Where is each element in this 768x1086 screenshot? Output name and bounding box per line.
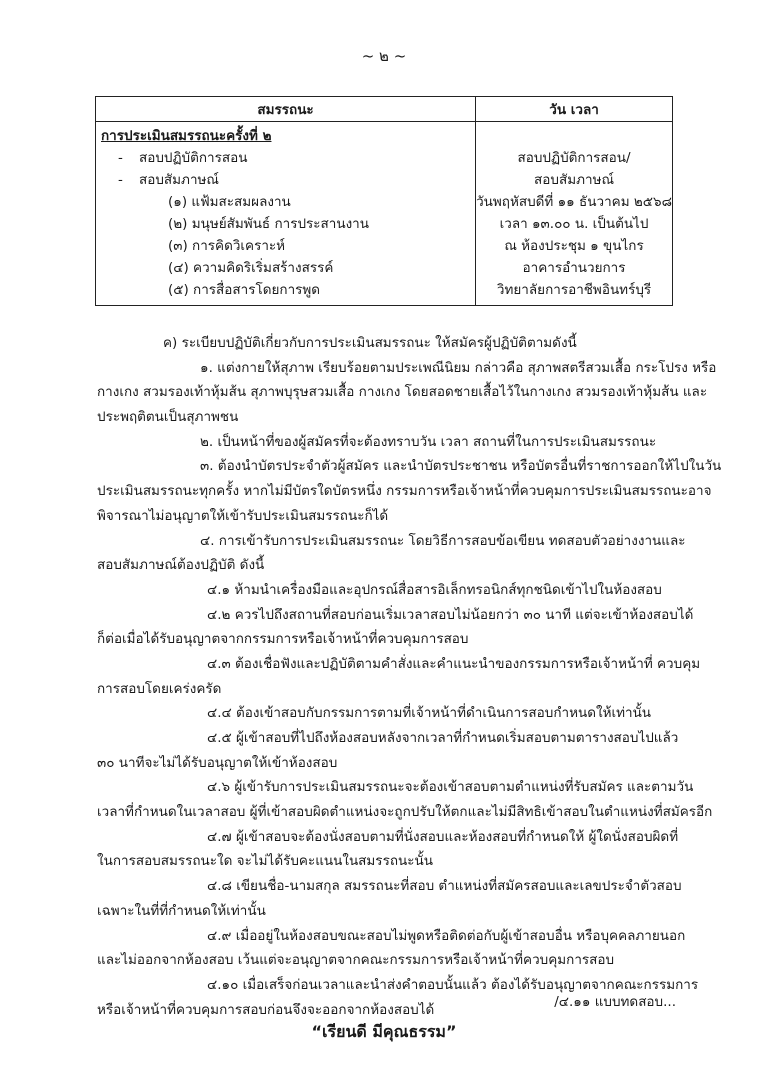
schedule-date: วันพฤหัสบดีที่ ๑๑ ธันวาคม ๒๕๖๘ bbox=[476, 194, 672, 210]
regulations-body bbox=[97, 331, 722, 1022]
rule-line: เฉพาะในที่ที่กำหนดให้เท่านั้น bbox=[97, 902, 266, 919]
schedule-table bbox=[95, 96, 673, 306]
section-title: การประเมินสมรรถนะครั้งที่ ๒ bbox=[101, 128, 272, 144]
paragraph-line: พิจารณาไม่อนุญาตให้เข้ารับประเมินสมรรถนะก็ได้ bbox=[97, 507, 389, 524]
competency-cell bbox=[96, 122, 476, 306]
list-item-label: สอบปฏิบัติการสอน bbox=[139, 150, 248, 166]
paragraph-line: สอบสัมภาษณ์ต้องปฏิบัติ ดังนี้ bbox=[97, 557, 265, 574]
header-date-time: วัน เวลา bbox=[476, 97, 673, 122]
dash-bullet: - bbox=[118, 172, 123, 188]
college-motto: “เรียนดี มีคุณธรรม” bbox=[311, 1022, 457, 1041]
regulations-heading: ค) ระเบียบปฏิบัติเกี่ยวกับการประเมินสมรรถนะ ให้สมัครผู้ปฏิบัติตามดังนี้ bbox=[163, 335, 577, 351]
page-number: ~ ๒ ~ bbox=[361, 47, 407, 65]
rule-line: ก็ต่อเมื่อได้รับอนุญาตจากกรรมการหรือเจ้าหน้าที่ควบคุมการสอบ bbox=[97, 631, 469, 648]
schedule-line: สอบสัมภาษณ์ bbox=[534, 172, 615, 188]
rule-line: เวลาที่กำหนดในเวลาสอบ ผู้ที่เข้าสอบผิดตำแหน่งจะถูกปรับให้ตกและไม่มีสิทธิเข้าสอบในตำแหน่งที่สมัครอีก bbox=[97, 804, 713, 821]
header-competency: สมรรถนะ bbox=[96, 97, 476, 122]
rule-line: หรือเจ้าหน้าที่ควบคุมการสอบก่อนจึงจะออกจากห้องสอบได้ bbox=[97, 1001, 435, 1018]
table-row bbox=[96, 122, 673, 306]
rule-line: การสอบโดยเคร่งครัด bbox=[97, 680, 222, 697]
schedule-time: เวลา ๑๓.๐๐ น. เป็นต้นไป bbox=[499, 216, 649, 232]
rule-line: ๔.๓ ต้องเชื่อฟังและปฏิบัติตามคำสั่งและคำแนะนำของกรรมการหรือเจ้าหน้าที่ ควบคุม bbox=[207, 655, 701, 672]
list-item-label: สอบสัมภาษณ์ bbox=[139, 172, 219, 188]
rule-line: ๔.๘ เขียนชื่อ-นามสกุล สมรรถนะที่สอบ ตำแหน่งที่สมัครสอบและเลขประจำตัวสอบ bbox=[207, 878, 682, 895]
rule-line: ๓๐ นาทีจะไม่ได้รับอนุญาตให้เข้าห้องสอบ bbox=[97, 754, 338, 771]
sub-item-creativity: (๔) ความคิดริเริ่มสร้างสรรค์ bbox=[168, 260, 334, 276]
schedule-college: วิทยาลัยการอาชีพอินทร์บุรี bbox=[496, 282, 652, 298]
paragraph-line: ๔. การเข้ารับการประเมินสมรรถนะ โดยวิธีการสอบข้อเขียน ทดสอบตัวอย่างงานและ bbox=[200, 532, 686, 549]
paragraph-line: ๓. ต้องนำบัตรประจำตัวผู้สมัคร และนำบัตรประชาชน หรือบัตรอื่นที่ราชการออกให้ไปในวัน bbox=[200, 458, 722, 475]
paragraph-line: ๒. เป็นหน้าที่ของผู้สมัครที่จะต้องทราบวัน เวลา สถานที่ในการประเมินสมรรถนะ bbox=[200, 433, 657, 450]
rule-line: ๔.๗ ผู้เข้าสอบจะต้องนั่งสอบตามที่นั่งสอบและห้องสอบที่กำหนดให้ ผู้ใดนั่งสอบผิดที่ bbox=[207, 828, 679, 845]
rule-line: ๔.๒ ควรไปถึงสถานที่สอบก่อนเริ่มเวลาสอบไม่น้อยกว่า ๓๐ นาที แต่จะเข้าห้องสอบได้ bbox=[207, 606, 694, 623]
rule-line: ๔.๖ ผู้เข้ารับการประเมินสมรรถนะจะต้องเข้าสอบตามตำแหน่งที่รับสมัคร และตามวัน bbox=[207, 779, 694, 796]
rule-line: ๔.๙ เมื่ออยู่ในห้องสอบขณะสอบไม่พูดหรือติดต่อกับผู้เข้าสอบอื่น หรือบุคคลภายนอก bbox=[207, 927, 686, 944]
sub-item-portfolio: (๑) แฟ้มสะสมผลงาน bbox=[168, 194, 291, 210]
continuation-note: /๔.๑๑ แบบทดสอบ... bbox=[554, 994, 676, 1010]
schedule-room: ณ ห้องประชุม ๑ ขุนไกร bbox=[504, 238, 644, 254]
rule-line: ๔.๑๐ เมื่อเสร็จก่อนเวลาและนำส่งคำตอบนั้นแล้ว ต้องได้รับอนุญาตจากคณะกรรมการ bbox=[207, 976, 699, 993]
paragraph-line: ประเมินสมรรถนะทุกครั้ง หากไม่มีบัตรใดบัตรหนึ่ง กรรมการหรือเจ้าหน้าที่ควบคุมการประเมินสมรรถนะอาจ bbox=[97, 483, 712, 500]
paragraph-line: กางเกง สวมรองเท้าหุ้มส้น สุภาพบุรุษสวมเสื้อ กางเกง โดยสอดชายเสื้อไว้ในกางเกง สวมรองเท้าหุ้มส้น และ bbox=[97, 384, 708, 401]
paragraph-line: ๑. แต่งกายให้สุภาพ เรียบร้อยตามประเพณีนิยม กล่าวคือ สุภาพสตรีสวมเสื้อ กระโปรง หรือ bbox=[200, 359, 717, 376]
rule-line: ๔.๑ ห้ามนำเครื่องมือและอุปกรณ์สื่อสารอิเล็กทรอนิกส์ทุกชนิดเข้าไปในห้องสอบ bbox=[207, 581, 662, 598]
schedule-building: อาคารอำนวยการ bbox=[522, 260, 626, 276]
rule-line: ในการสอบสมรรถนะใด จะไม่ได้รับคะแนนในสมรรถนะนั้น bbox=[97, 853, 433, 870]
schedule-line: สอบปฏิบัติการสอน/ bbox=[517, 150, 631, 166]
sub-item-relations: (๒) มนุษย์สัมพันธ์ การประสานงาน bbox=[168, 216, 369, 232]
sub-item-speaking: (๕) การสื่อสารโดยการพูด bbox=[168, 282, 321, 298]
list-item-interview bbox=[96, 169, 475, 191]
sub-item-analysis: (๓) การคิดวิเคราะห์ bbox=[168, 238, 286, 254]
rule-line: และไม่ออกจากห้องสอบ เว้นแต่จะอนุญาตจากคณะกรรมการหรือเจ้าหน้าที่ควบคุมการสอบ bbox=[97, 952, 615, 969]
list-item-teaching bbox=[96, 147, 475, 169]
table-header-row bbox=[96, 97, 673, 122]
dash-bullet: - bbox=[118, 150, 123, 166]
rule-line: ๔.๔ ต้องเข้าสอบกับกรรมการตามที่เจ้าหน้าที่ดำเนินการสอบกำหนดให้เท่านั้น bbox=[207, 705, 652, 722]
rule-line: ๔.๕ ผู้เข้าสอบที่ไปถึงห้องสอบหลังจากเวลาที่กำหนดเริ่มสอบตามตารางสอบไปแล้ว bbox=[207, 730, 679, 746]
date-time-cell bbox=[476, 122, 673, 306]
paragraph-line: ประพฤติตนเป็นสุภาพชน bbox=[97, 409, 239, 426]
